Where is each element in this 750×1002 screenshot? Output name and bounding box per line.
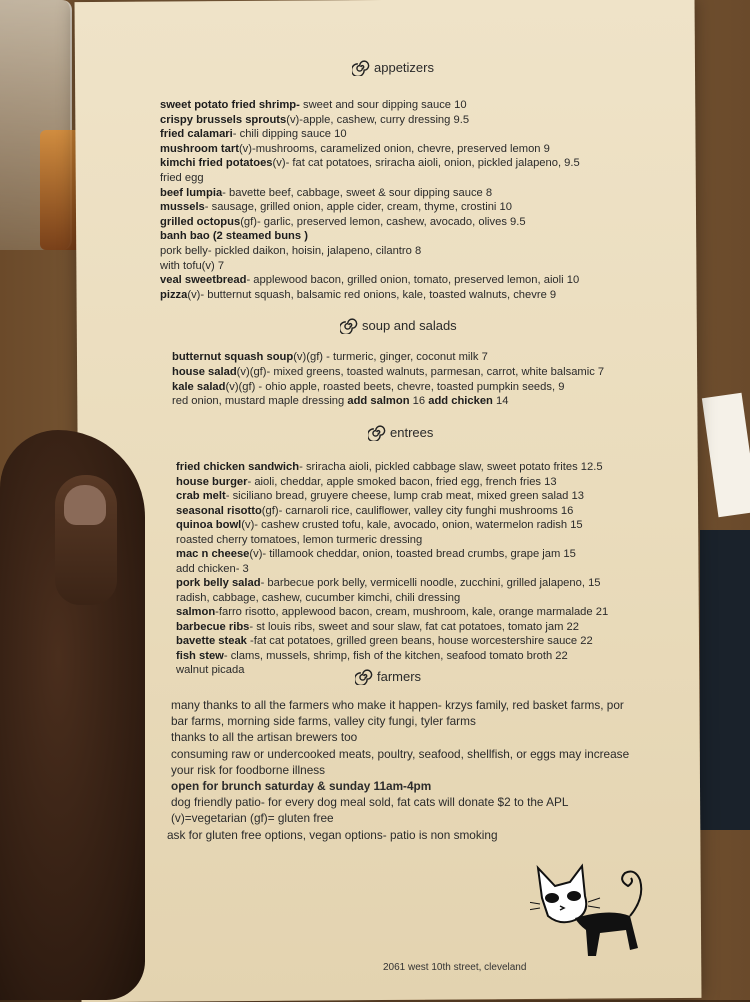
menu-item-description: pork belly- pickled daikon, hoisin, jalapeno, cilantro 8 xyxy=(160,245,422,257)
menu-item xyxy=(160,113,469,127)
menu-item xyxy=(160,273,579,287)
menu-item-name: fried chicken sandwich xyxy=(176,461,300,473)
menu-item-name: barbecue ribs xyxy=(176,620,250,633)
section-heading-entrees xyxy=(368,423,433,441)
menu-item-name: mushroom tart xyxy=(160,142,239,155)
menu-item-description: (v)(gf)- mixed greens, toasted walnuts, parmesan, carrot, white balsamic 7 xyxy=(236,365,605,378)
section-title: appetizers xyxy=(374,59,434,75)
add-on-chicken: add chicken xyxy=(428,395,493,408)
spiral-icon xyxy=(352,58,370,76)
menu-item-name: beef lumpia xyxy=(160,186,223,199)
menu-item xyxy=(160,200,512,214)
farmers-note-line: bar farms, morning side farms, valley city fungi, tyler farms xyxy=(171,714,476,729)
menu-item-description: radish, cabbage, cashew, cucumber kimchi, chili dressing xyxy=(176,591,461,604)
add-on-salmon: add salmon xyxy=(347,395,410,408)
menu-item xyxy=(176,504,573,518)
menu-item xyxy=(176,649,568,663)
menu-item-name: fried calamari xyxy=(160,128,233,141)
menu-item xyxy=(160,171,204,185)
farmers-note-line: consuming raw or undercooked meats, poultry, seafood, shellfish, or eggs may increase xyxy=(171,746,630,761)
farmers-note-line: thanks to all the artisan brewers too xyxy=(171,730,358,745)
menu-item xyxy=(172,365,604,379)
menu-item-name: crispy brussels sprouts xyxy=(160,113,287,126)
menu-item xyxy=(160,244,421,258)
menu-item xyxy=(176,460,603,474)
add-on-salmon-price: 16 xyxy=(409,395,429,408)
menu-item-description: (v)- cashew crusted tofu, kale, avocado, onion, watermelon radish 15 xyxy=(241,519,583,531)
menu-item xyxy=(176,576,601,590)
section-title: soup and salads xyxy=(362,317,457,333)
farmers-note-line: ask for gluten free options, vegan options- patio is non smoking xyxy=(167,827,498,842)
menu-item-description: (v)-apple, cashew, curry dressing 9.5 xyxy=(286,113,470,126)
menu-item xyxy=(176,562,249,576)
menu-item-description: - clams, mussels, shrimp, fish of the kitchen, seafood tomato broth 22 xyxy=(223,649,568,662)
menu-item xyxy=(172,350,488,364)
menu-item-name: kale salad xyxy=(172,380,226,393)
menu-item-name: butternut squash soup xyxy=(172,351,294,363)
menu-item xyxy=(160,288,556,302)
section-title: entrees xyxy=(390,424,434,440)
menu-item xyxy=(172,380,564,394)
menu-item xyxy=(176,663,244,677)
menu-item-name: bavette steak xyxy=(176,635,247,647)
brunch-hours: open for brunch saturday & sunday 11am-4pm xyxy=(171,779,432,793)
menu-item-description: (v)-mushrooms, caramelized onion, chevre, preserved lemon 9 xyxy=(238,142,550,155)
section-heading-farmers xyxy=(355,667,421,685)
menu-item xyxy=(176,620,579,634)
menu-item-name: fish stew xyxy=(176,649,224,662)
menu-item-name: salmon xyxy=(176,606,216,618)
menu-item-name: seasonal risotto xyxy=(176,504,262,517)
menu-item xyxy=(176,489,584,503)
menu-item-description: roasted cherry tomatoes, lemon turmeric dressing xyxy=(176,533,423,546)
menu-item-name: kimchi fried potatoes xyxy=(160,157,273,170)
menu-item-description: (v)- butternut squash, balsamic red onions, kale, toasted walnuts, chevre 9 xyxy=(187,288,557,301)
menu-item-description: add chicken- 3 xyxy=(176,562,249,575)
menu-item-name: sweet potato fried shrimp- xyxy=(160,99,300,111)
menu-item-description: - sriracha aioli, pickled cabbage slaw, sweet potato frites 12.5 xyxy=(299,461,603,473)
add-on-chicken-price: 14 xyxy=(492,395,509,408)
menu-item-name: mac n cheese xyxy=(176,548,250,560)
menu-item-name: house salad xyxy=(172,365,237,378)
menu-item xyxy=(176,547,576,561)
menu-item xyxy=(176,634,593,648)
menu-item-description: walnut picada xyxy=(176,664,245,676)
menu-item xyxy=(160,98,467,112)
menu-item-name: house burger xyxy=(176,475,248,488)
menu-item-description: red onion, mustard maple dressing xyxy=(172,395,348,408)
thumbnail xyxy=(64,485,106,525)
menu-item xyxy=(176,591,460,605)
menu-item xyxy=(160,259,224,273)
menu-item-description: - aioli, cheddar, apple smoked bacon, fried egg, french fries 13 xyxy=(247,475,557,488)
menu-item xyxy=(176,475,557,489)
menu-item-description: with tofu(v) 7 xyxy=(160,259,225,272)
menu-item xyxy=(176,533,422,547)
menu-item-description: (gf)- carnaroli rice, cauliflower, valley city funghi mushrooms 16 xyxy=(261,504,574,517)
menu-item xyxy=(160,142,550,156)
menu-item xyxy=(160,127,347,141)
menu-item-description: - applewood bacon, grilled onion, tomato, preserved lemon, aioli 10 xyxy=(246,274,580,287)
menu-item xyxy=(172,394,508,408)
menu-item-description: (v)(gf) - ohio apple, roasted beets, chevre, toasted pumpkin seeds, 9 xyxy=(225,380,565,393)
menu-item-description: -farro risotto, applewood bacon, cream, mushroom, kale, orange marmalade 21 xyxy=(215,606,609,618)
restaurant-address: 2061 west 10th street, cleveland xyxy=(383,962,527,973)
menu-item-name: grilled octopus xyxy=(160,215,241,228)
menu-item-description: - st louis ribs, sweet and sour slaw, fat cat potatoes, tomato jam 22 xyxy=(249,620,579,633)
menu-item-description: - barbecue pork belly, vermicelli noodle, zucchini, grilled jalapeno, 15 xyxy=(260,577,601,589)
menu-item-description: (v)- tillamook cheddar, onion, toasted bread crumbs, grape jam 15 xyxy=(249,548,576,560)
menu-item-name: veal sweetbread xyxy=(160,274,247,287)
menu-item-name: banh bao (2 steamed buns ) xyxy=(160,230,308,243)
farmers-note-line: dog friendly patio- for every dog meal sold, fat cats will donate $2 to the APL xyxy=(171,795,569,810)
section-title: farmers xyxy=(377,668,422,684)
menu-item xyxy=(160,215,526,229)
menu-item-description: (gf)- garlic, preserved lemon, cashew, avocado, olives 9.5 xyxy=(240,215,526,228)
farmers-note-line: your risk for foodborne illness xyxy=(171,762,326,777)
menu-item-description: - bavette beef, cabbage, sweet & sour dipping sauce 8 xyxy=(222,186,493,199)
section-heading-soups xyxy=(340,316,457,334)
menu-item-name: pork belly salad xyxy=(176,577,261,589)
farmers-note-line: (v)=vegetarian (gf)= gluten free xyxy=(171,811,334,826)
farmers-note-line: many thanks to all the farmers who make it happen- krzys family, red basket farms, por xyxy=(171,698,624,712)
menu-item-description: (v)- fat cat potatoes, sriracha aioli, onion, pickled jalapeno, 9.5 xyxy=(272,157,580,170)
section-heading-appetizers xyxy=(352,58,434,76)
menu-item xyxy=(176,518,583,532)
menu-item xyxy=(160,229,308,243)
menu-item xyxy=(176,605,608,619)
spiral-icon xyxy=(340,316,358,334)
menu-item-name: pizza xyxy=(160,288,188,301)
menu-item xyxy=(160,156,580,170)
menu-item-description: fried egg xyxy=(160,172,204,184)
cat-logo xyxy=(530,858,665,968)
menu-item-description: - siciliano bread, gruyere cheese, lump crab meat, mixed green salad 13 xyxy=(225,490,584,502)
spiral-icon xyxy=(355,667,373,685)
menu-item-name: mussels xyxy=(160,201,205,214)
menu-item-description: sweet and sour dipping sauce 10 xyxy=(299,99,467,111)
menu-item-name: quinoa bowl xyxy=(176,519,242,531)
menu-item-description: (v)(gf) - turmeric, ginger, coconut milk 7 xyxy=(293,351,488,363)
menu-item-name: crab melt xyxy=(176,490,226,502)
spiral-icon xyxy=(368,423,386,441)
menu-item-description: - sausage, grilled onion, apple cider, cream, thyme, crostini 10 xyxy=(204,201,512,214)
menu-item-description: - chili dipping sauce 10 xyxy=(232,128,347,141)
menu-item-description: -fat cat potatoes, grilled green beans, house worcestershire sauce 22 xyxy=(246,635,593,647)
menu-item xyxy=(160,186,492,200)
